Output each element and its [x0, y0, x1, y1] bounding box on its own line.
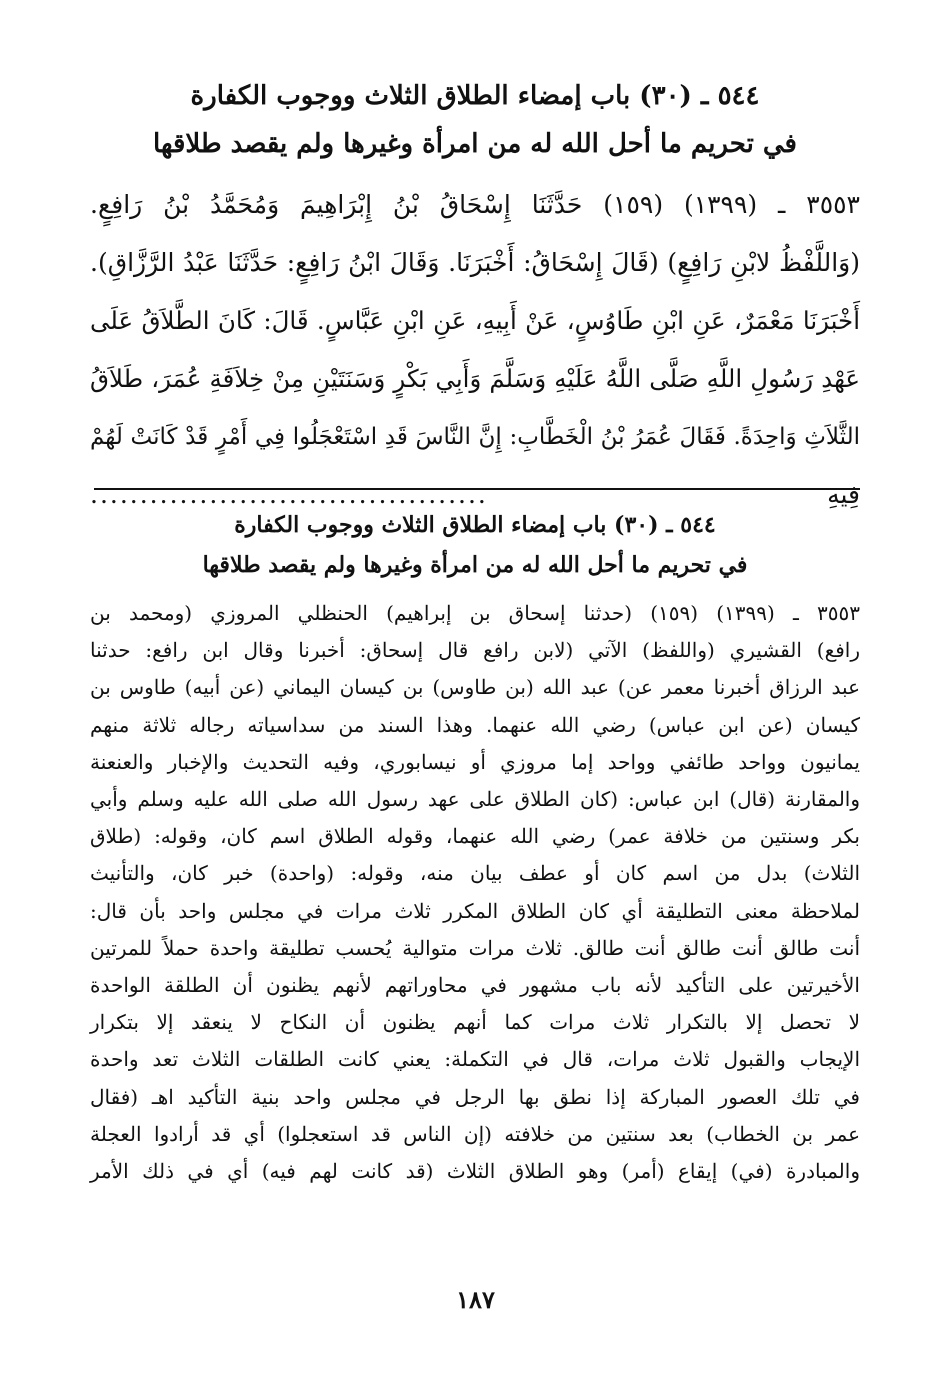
hadith-line: الثَّلاَثِ وَاحِدَةً. فَقَالَ عُمَرُ بْنُ الْخَطَّابِ: إِنَّ النَّاسَ قَدِ اسْتَعْجَلُوا فِي أَمْرٍ قَدْ كَانَتْ لَهُمْ [90, 424, 860, 450]
hadith-line-end: فِيهِ [827, 480, 860, 509]
commentary-line: والمبادرة (في) إيقاع (أمر) وهو الطلاق الثلاث (قد كانت لهم فيه) أي في ذلك الأمر [90, 1159, 860, 1184]
hadith-text [90, 176, 860, 524]
chapter-heading-line-1: ٥٤٤ ـ (٣٠) باب إمضاء الطلاق الثلاث ووجوب الكفارة [190, 81, 760, 111]
commentary-line: لملاحظة معنى التطليقة أي كان الطلاق المكرر ثلاث مرات في مجلس واحد بأن قال: [90, 898, 860, 923]
commentary-line: أنت طالق أنت طالق أنت طالق. ثلاث مرات متوالية يُحسب تطليقة واحدة حملاً للمرتين [90, 935, 860, 960]
commentary-line: بكر وسنتين من خلافة عمر) رضي الله عنهما، وقوله الطلاق اسم كان، وقوله: (طلاق [90, 824, 860, 849]
commentary-line: الثلاث) بدل من اسم كان أو عطف بيان منه، وقوله: (واحدة) خبر كان، والتأنيث [90, 861, 860, 886]
commentary-body [90, 595, 860, 1190]
page-number: ١٨٧ [456, 1285, 495, 1314]
commentary-line: يمانيون وواحد طائفي وواحد إما مروزي أو نيسابوري، وفيه التحديث والإخبار والعنعنة [90, 749, 860, 774]
commentary-line: الأخيرتين على التأكيد لأنه باب مشهور في محاوراتهم لأنهم يظنون أن الطلقة الواحدة [90, 973, 860, 998]
commentary-line: عبد الرزاق أخبرنا معمر عن) عبد الله (بن طاوس) بن كيسان اليماني (عن أبيه) طاوس بن [90, 675, 860, 700]
hadith-line: ٣٥٥٣ ـ (١٣٩٩) (١٥٩) حَدَّثَنَا إِسْحَاقُ بْنُ إِبْرَاهِيمَ وَمُحَمَّدُ بْنُ رَافِعٍ. [90, 190, 860, 219]
commentary-line: لا تحصل إلا بالتكرار ثلاث مرات كما أنهم يظنون أن النكاح لا ينعقد إلا بتكرار [90, 1010, 860, 1035]
hadith-line: عَهْدِ رَسُولِ اللَّهِ صَلَّى اللَّهُ عَلَيْهِ وَسَلَّمَ وَأَبِي بَكْرٍ وَسَنَتَيْنِ مِنْ خِلاَفَةِ عُمَرَ، طَلاَقُ [90, 364, 860, 393]
commentary-line: الإيجاب والقبول ثلاث مرات، قال في التكملة: يعني كانت الطلقات الثلاث تعد واحدة [90, 1047, 860, 1072]
hadith-line: أَخْبَرَنَا مَعْمَرٌ، عَنِ ابْنِ طَاوُسٍ، عَنْ أَبِيهِ، عَنِ ابْنِ عَبَّاسٍ. قَالَ: كَانَ الطَّلاَقُ عَلَى [90, 306, 860, 335]
section-divider [94, 488, 860, 490]
commentary-heading-line-1: ٥٤٤ ـ (٣٠) باب إمضاء الطلاق الثلاث ووجوب الكفارة [234, 512, 716, 538]
commentary-heading-line-2: في تحريم ما أحل الله له من امرأة وغيرها ولم يقصد طلاقها [202, 552, 748, 578]
chapter-heading-line-2: في تحريم ما أحل الله له من امرأة وغيرها ولم يقصد طلاقها [153, 129, 797, 159]
commentary-line: والمقارنة (قال) ابن عباس: (كان الطلاق على عهد رسول الله صلى الله عليه وسلم وأبي [90, 787, 860, 812]
commentary-line: ٣٥٥٣ ـ (١٣٩٩) (١٥٩) (حدثنا إسحاق بن إبراهيم) الحنظلي المروزي (ومحمد بن [90, 601, 860, 625]
continuation-dots: ........................................ [90, 480, 488, 509]
commentary-line: كيسان (عن ابن عباس) رضي الله عنهما. وهذا السند من سداسياته رجاله ثلاثة منهم [90, 712, 860, 737]
commentary-line: عمر بن الخطاب) بعد سنتين من خلافته (إن الناس قد استعجلوا) أي قد أرادوا العجلة [90, 1121, 860, 1146]
commentary-line: رافع) القشيري (واللفظ) الآتي (لابن رافع قال إسحاق: أخبرنا وقال ابن رافع: حدثنا [90, 638, 860, 663]
hadith-section [90, 72, 860, 524]
commentary-section [90, 505, 860, 1190]
commentary-line: في تلك العصور المباركة إذا نطق بها الرجل في مجلس واحد بنية التأكيد اهـ (فقال [90, 1084, 860, 1109]
hadith-line: (وَاللَّفْظُ لابْنِ رَافِعٍ) (قَالَ إِسْحَاقُ: أَخْبَرَنَا. وَقَالَ ابْنُ رَافِعٍ: حَدَّثَنَا عَبْدُ الرَّزَّاقِ). [90, 248, 860, 277]
